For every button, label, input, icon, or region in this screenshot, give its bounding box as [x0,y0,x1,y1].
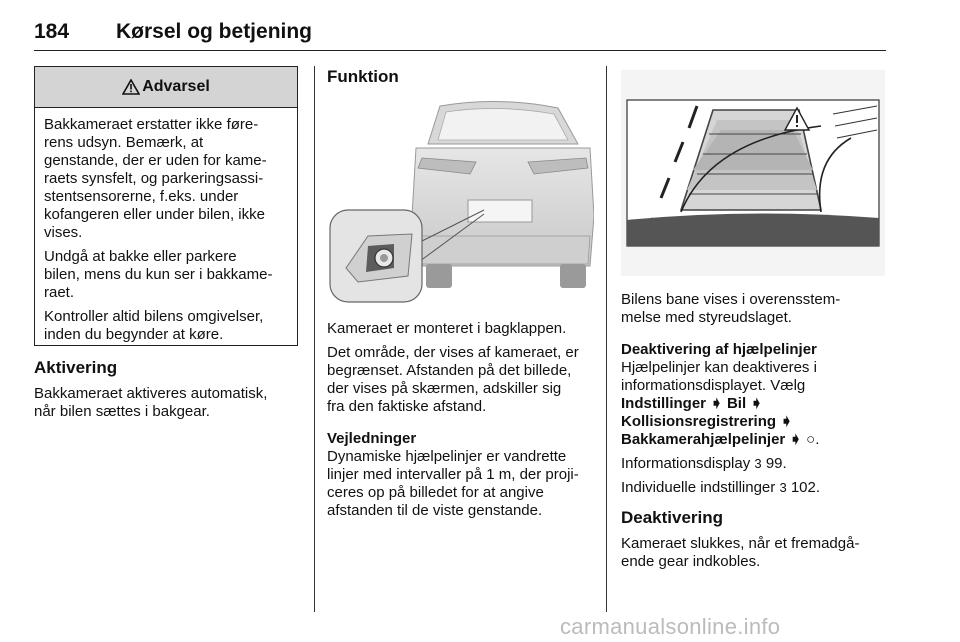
camera-guidelines-illustration [621,70,885,276]
menu-arrow-4: ➧ [789,431,802,448]
funktion-p1: Kameraet er monteret i bagklappen. [327,320,567,337]
funktion-p2: Det område, der vises af kameraet, er begrænset. Afstanden på det billede, der vises på skærmen, adskiller sig fra den faktiske afstand. [327,344,579,415]
deaktivering-hjaelpelinjer-heading: Deaktivering af hjælpelinjer [621,341,817,358]
warning-box [34,66,298,346]
menu-arrow-2: ➧ [750,395,763,412]
vejledninger-heading: Vejledninger [327,430,417,447]
right-column-text [621,291,889,571]
deaktivering-heading: Deaktivering [621,508,724,527]
aktivering-text: Bakkameraet aktiveres automatisk, når bilen sættes i bakgear. [34,385,268,420]
bane-text: Bilens bane vises i overensstem- melse med styreudslaget. [621,291,841,326]
funktion-text [327,320,602,520]
page-number: 184 [34,20,70,43]
page-ref-icon: 3 [779,480,787,495]
column-divider-1 [314,66,315,612]
warning-paragraph-1: Bakkameraet erstatter ikke føre- rens udsyn. Bemærk, at genstande, der er uden for kame- raets synsfelt, og parkeringsassi- stentsensorerne, f.eks. under kofangeren eller under bilen, ikke vises. [44,116,267,241]
funktion-section [327,66,599,88]
circle-icon: ○ [806,431,816,448]
menu-kollisionsregistrering: Kollisionsregistrering [621,413,777,430]
menu-bakkamerahjaelpelinjer: Bakkamerahjælpelinjer [621,431,786,448]
menu-arrow-1: ➧ [710,395,723,412]
deaktivering-text: Kameraet slukkes, når et fremadgå- ende gear indkobles. [621,535,860,570]
watermark-footer: carmanualsonline.info [560,614,781,639]
page-header [34,14,886,51]
car-rear-camera-illustration [328,96,594,304]
menu-indstillinger: Indstillinger [621,395,707,412]
aktivering-heading: Aktivering [34,358,118,377]
ref-informationsdisplay: Informationsdisplay 3 99. [621,455,787,472]
aktivering-section [34,357,304,421]
ref-individuelle-indstillinger: Individuelle indstillinger 3 102. [621,479,821,496]
warning-paragraph-3: Kontroller altid bilens omgivelser, inden du begynder at køre. [44,308,264,343]
funktion-heading: Funktion [327,67,399,86]
vejledninger-text: Dynamiske hjælpelinjer er vandrette linjer med intervaller på 1 m, der proji- ceres op på billedet for at angive afstanden til de viste genstande. [327,448,579,519]
warning-triangle-icon [122,79,140,95]
warning-title: Advarsel [142,78,210,95]
page-title: Kørsel og betjening [116,20,313,43]
deaktivering-hjaelpelinjer-text: Hjælpelinjer kan deaktiveres i informationsdisplayet. Vælg Indstillinger ➧ Bil ➧ Kollisionsregistrering ➧ Bakkamerahjælpelinjer ➧ ○. [621,359,820,448]
page-ref-icon: 3 [754,456,762,471]
menu-arrow-3: ➧ [780,413,793,430]
column-divider-2 [606,66,607,612]
menu-bil: Bil [726,395,747,412]
warning-header [35,67,297,108]
warning-paragraph-2: Undgå at bakke eller parkere bilen, mens du kun ser i bakkame- raet. [44,248,273,301]
